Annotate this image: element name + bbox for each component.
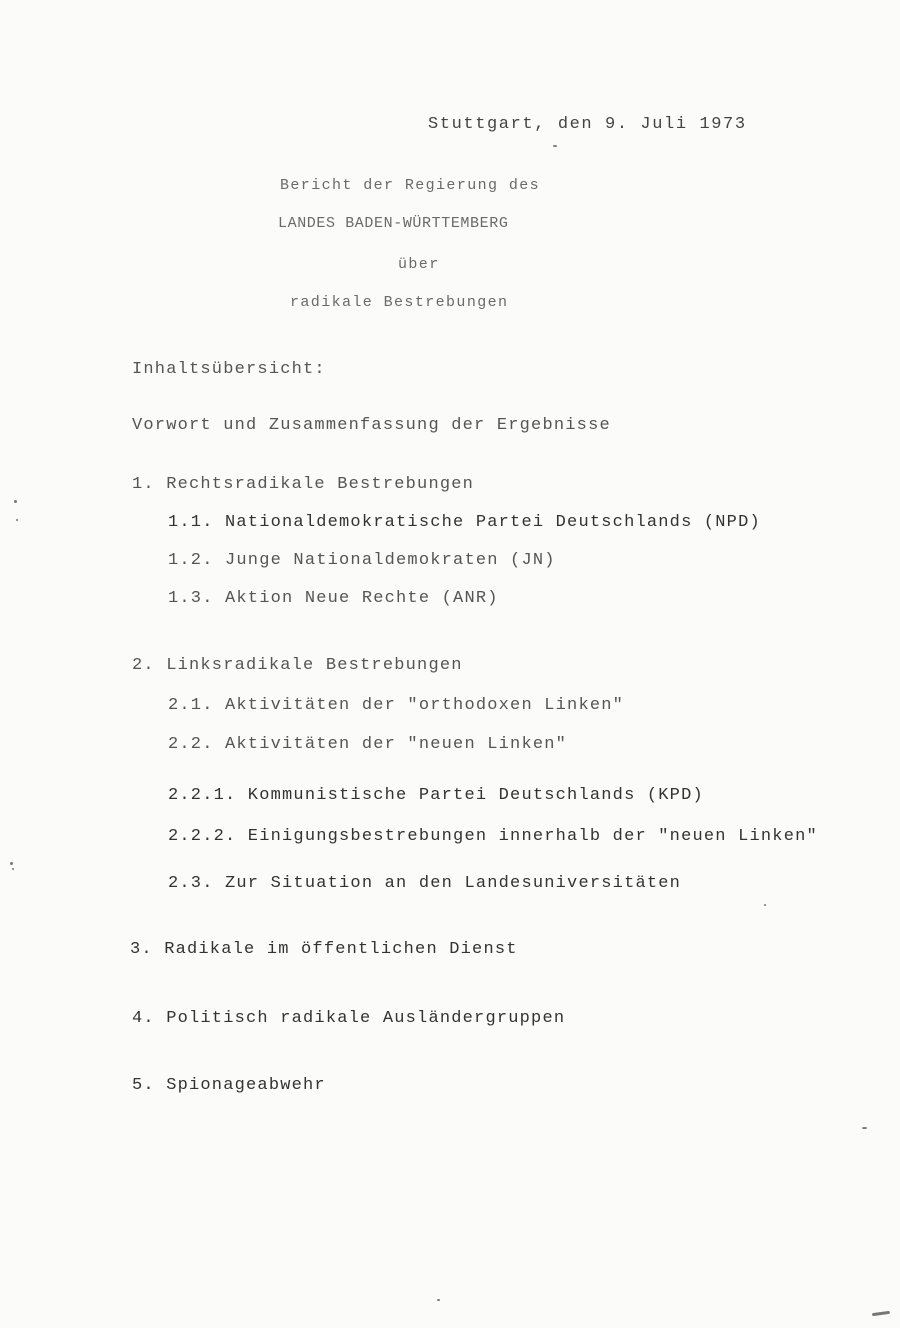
scan-speck bbox=[764, 904, 766, 906]
toc-item-2: 2. Linksradikale Bestrebungen bbox=[132, 656, 463, 675]
toc-heading: Inhaltsübersicht: bbox=[132, 360, 326, 379]
toc-item-2-2: 2.2. Aktivitäten der "neuen Linken" bbox=[168, 735, 568, 754]
title-line-4: radikale Bestrebungen bbox=[290, 294, 509, 311]
scan-speck bbox=[872, 1311, 890, 1316]
toc-item-5: 5. Spionageabwehr bbox=[132, 1076, 326, 1095]
toc-item-4: 4. Politisch radikale Ausländergruppen bbox=[132, 1009, 566, 1028]
title-line-1: Bericht der Regierung des bbox=[280, 177, 541, 194]
scan-speck bbox=[14, 500, 17, 503]
toc-item-2-2-1: 2.2.1. Kommunistische Partei Deutschlands (KPD) bbox=[168, 786, 704, 805]
toc-item-1-2: 1.2. Junge Nationaldemokraten (JN) bbox=[168, 551, 556, 570]
scan-speck bbox=[437, 1299, 440, 1301]
toc-item-1-1: 1.1. Nationaldemokratische Partei Deutschlands (NPD) bbox=[168, 513, 761, 532]
scan-speck bbox=[553, 145, 557, 147]
toc-item-3: 3. Radikale im öffentlichen Dienst bbox=[130, 940, 518, 959]
toc-item-1-3: 1.3. Aktion Neue Rechte (ANR) bbox=[168, 589, 499, 608]
toc-item-2-1: 2.1. Aktivitäten der "orthodoxen Linken" bbox=[168, 696, 625, 715]
document-date: Stuttgart, den 9. Juli 1973 bbox=[428, 115, 747, 134]
title-line-2: LANDES BADEN-WÜRTTEMBERG bbox=[278, 215, 509, 232]
scan-speck bbox=[862, 1127, 867, 1129]
scan-speck bbox=[16, 519, 18, 521]
scan-speck bbox=[12, 868, 14, 870]
toc-item-2-2-2: 2.2.2. Einigungsbestrebungen innerhalb der "neuen Linken" bbox=[168, 827, 818, 846]
title-line-3: über bbox=[398, 256, 440, 273]
scan-speck bbox=[10, 862, 13, 865]
toc-foreword: Vorwort und Zusammenfassung der Ergebnisse bbox=[132, 416, 611, 435]
toc-item-2-3: 2.3. Zur Situation an den Landesuniversitäten bbox=[168, 874, 682, 893]
toc-item-1: 1. Rechtsradikale Bestrebungen bbox=[132, 475, 475, 494]
